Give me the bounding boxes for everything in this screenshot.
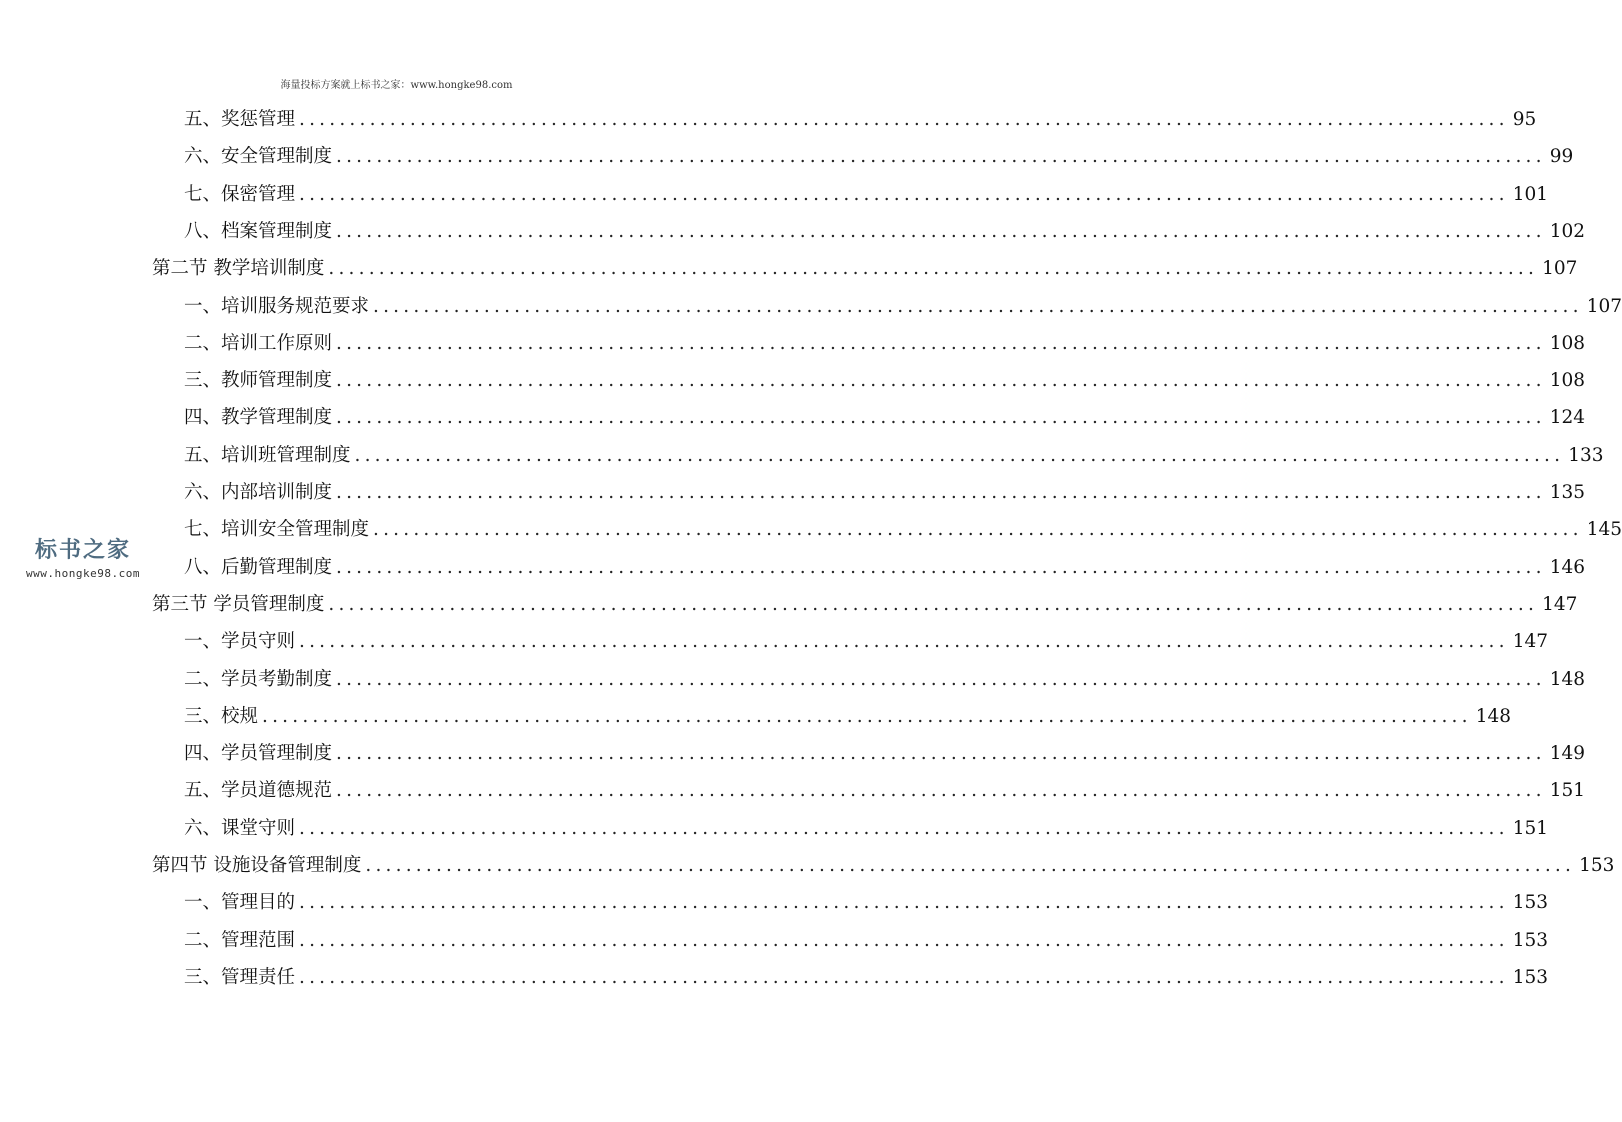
toc-dot-leader: ........................................................................................................................ bbox=[336, 743, 1546, 765]
toc-dot-leader: ........................................................................................................................ bbox=[328, 258, 1539, 280]
toc-entry[interactable] bbox=[184, 437, 1604, 474]
toc-entry-title: 六、课堂守则 bbox=[184, 817, 296, 839]
toc-entry[interactable] bbox=[184, 213, 1586, 250]
toc-dot-leader: ........................................................................................................................ bbox=[373, 519, 1583, 541]
toc-dot-leader: ........................................................................................................................ bbox=[365, 855, 1576, 876]
toc-entry-title: 六、内部培训制度 bbox=[184, 482, 333, 503]
toc-section-entry[interactable] bbox=[152, 847, 1615, 884]
toc-page-number: 102 bbox=[1549, 220, 1586, 242]
toc-entry[interactable] bbox=[184, 325, 1586, 362]
toc-page-number: 146 bbox=[1549, 556, 1586, 578]
toc-dot-leader: ........................................................................................................................ bbox=[299, 109, 1509, 130]
toc-entry-title: 一、管理目的 bbox=[184, 892, 296, 914]
toc-section-entry[interactable] bbox=[152, 586, 1578, 623]
toc-page-number: 153 bbox=[1512, 892, 1549, 914]
toc-entry[interactable] bbox=[184, 772, 1586, 809]
toc-page-number: 135 bbox=[1549, 482, 1586, 503]
toc-dot-leader: ........................................................................................................................ bbox=[336, 556, 1546, 578]
toc-page-number: 148 bbox=[1549, 668, 1586, 690]
toc-entry[interactable] bbox=[184, 623, 1549, 660]
toc-entry-title: 一、学员守则 bbox=[184, 631, 296, 653]
toc-page-number: 145 bbox=[1586, 519, 1622, 541]
toc-dot-leader: ........................................................................................................................ bbox=[262, 705, 1472, 727]
toc-page-number: 124 bbox=[1549, 407, 1586, 429]
toc-entry-title: 一、培训服务规范要求 bbox=[184, 295, 370, 317]
toc-dot-leader: ........................................................................................................................ bbox=[299, 631, 1509, 653]
toc-page-number: 133 bbox=[1568, 444, 1604, 466]
toc-page-number: 147 bbox=[1512, 631, 1549, 653]
toc-entry-title: 四、学员管理制度 bbox=[184, 743, 333, 765]
toc-page-number: 99 bbox=[1549, 146, 1574, 168]
toc-page-number: 147 bbox=[1542, 593, 1578, 615]
toc-entry[interactable] bbox=[184, 549, 1586, 586]
toc-page-number: 149 bbox=[1549, 743, 1586, 765]
toc-entry[interactable] bbox=[184, 661, 1586, 698]
watermark-title: 标书之家 bbox=[34, 538, 131, 563]
toc-page-number: 148 bbox=[1475, 705, 1512, 727]
toc-entry[interactable] bbox=[184, 138, 1574, 175]
toc-entry-title: 三、教师管理制度 bbox=[184, 370, 333, 392]
toc-entry-title: 五、学员道德规范 bbox=[184, 780, 333, 802]
toc-page-number: 108 bbox=[1549, 332, 1586, 354]
toc-page-number: 151 bbox=[1512, 817, 1549, 839]
toc-dot-leader: ........................................................................................................................ bbox=[336, 407, 1546, 429]
toc-page-number: 107 bbox=[1542, 258, 1578, 280]
toc-dot-leader: ........................................................................................................................ bbox=[299, 929, 1509, 951]
toc-dot-leader: ........................................................................................................................ bbox=[336, 482, 1546, 503]
toc-entry-title: 三、管理责任 bbox=[184, 966, 296, 988]
toc-entry-title: 七、保密管理 bbox=[184, 183, 296, 205]
toc-dot-leader: ........................................................................................................................ bbox=[336, 332, 1546, 354]
toc-dot-leader: ........................................................................................................................ bbox=[336, 668, 1546, 690]
toc-entry[interactable] bbox=[184, 735, 1586, 772]
toc-page-number: 95 bbox=[1512, 109, 1537, 130]
toc-page-number: 153 bbox=[1512, 966, 1549, 988]
toc-entry-title: 四、教学管理制度 bbox=[184, 407, 333, 429]
toc-entry-title: 二、学员考勤制度 bbox=[184, 668, 333, 690]
toc-entry[interactable] bbox=[184, 101, 1537, 138]
toc-page-number: 108 bbox=[1549, 370, 1586, 392]
toc-entry-title: 三、校规 bbox=[184, 705, 259, 727]
toc-entry-title: 七、培训安全管理制度 bbox=[184, 519, 370, 541]
toc-entry-title: 第二节 教学培训制度 bbox=[152, 258, 325, 280]
toc-dot-leader: ........................................................................................................................ bbox=[299, 817, 1509, 839]
toc-entry-title: 八、档案管理制度 bbox=[184, 220, 333, 242]
toc-entry-title: 五、奖惩管理 bbox=[184, 109, 296, 130]
toc-entry-title: 二、培训工作原则 bbox=[184, 332, 333, 354]
toc-entry[interactable] bbox=[184, 698, 1512, 735]
watermark-logo bbox=[8, 538, 158, 581]
toc-entry[interactable] bbox=[184, 959, 1549, 996]
toc-dot-leader: ........................................................................................................................ bbox=[336, 220, 1546, 242]
toc-dot-leader: ........................................................................................................................ bbox=[299, 892, 1509, 914]
toc-dot-leader: ........................................................................................................................ bbox=[336, 370, 1546, 392]
toc-entry-title: 第三节 学员管理制度 bbox=[152, 593, 325, 615]
toc-entry-title: 五、培训班管理制度 bbox=[184, 444, 351, 466]
toc-entry[interactable] bbox=[184, 922, 1549, 959]
toc-dot-leader: ........................................................................................................................ bbox=[299, 183, 1509, 205]
toc-dot-leader: ........................................................................................................................ bbox=[373, 295, 1583, 317]
watermark-url: www.hongke98.com bbox=[26, 567, 140, 580]
toc-entry[interactable] bbox=[184, 511, 1622, 548]
toc-entry-title: 六、安全管理制度 bbox=[184, 146, 333, 168]
toc-entry[interactable] bbox=[184, 474, 1586, 511]
page-header: 海量投标方案就上标书之家：www.hongke98.com bbox=[280, 80, 513, 91]
toc-entry[interactable] bbox=[184, 884, 1549, 921]
toc-entry-title: 第四节 设施设备管理制度 bbox=[152, 855, 362, 876]
toc-dot-leader: ........................................................................................................................ bbox=[299, 966, 1509, 988]
toc-dot-leader: ........................................................................................................................ bbox=[354, 444, 1565, 466]
toc-dot-leader: ........................................................................................................................ bbox=[336, 780, 1546, 802]
toc-entry[interactable] bbox=[184, 810, 1549, 847]
toc-page-number: 101 bbox=[1512, 183, 1549, 205]
toc-section-entry[interactable] bbox=[152, 250, 1578, 287]
toc-entry[interactable] bbox=[184, 399, 1586, 436]
toc-entry-title: 八、后勤管理制度 bbox=[184, 556, 333, 578]
toc-entry[interactable] bbox=[184, 288, 1622, 325]
toc-page-number: 153 bbox=[1579, 855, 1615, 876]
toc-entry-title: 二、管理范围 bbox=[184, 929, 296, 951]
toc-page-number: 107 bbox=[1586, 295, 1622, 317]
toc-dot-leader: ........................................................................................................................ bbox=[336, 146, 1546, 168]
toc-entry[interactable] bbox=[184, 362, 1586, 399]
toc-dot-leader: ........................................................................................................................ bbox=[328, 593, 1539, 615]
toc-page-number: 153 bbox=[1512, 929, 1549, 951]
toc-page-number: 151 bbox=[1549, 780, 1586, 802]
toc-entry[interactable] bbox=[184, 176, 1549, 213]
